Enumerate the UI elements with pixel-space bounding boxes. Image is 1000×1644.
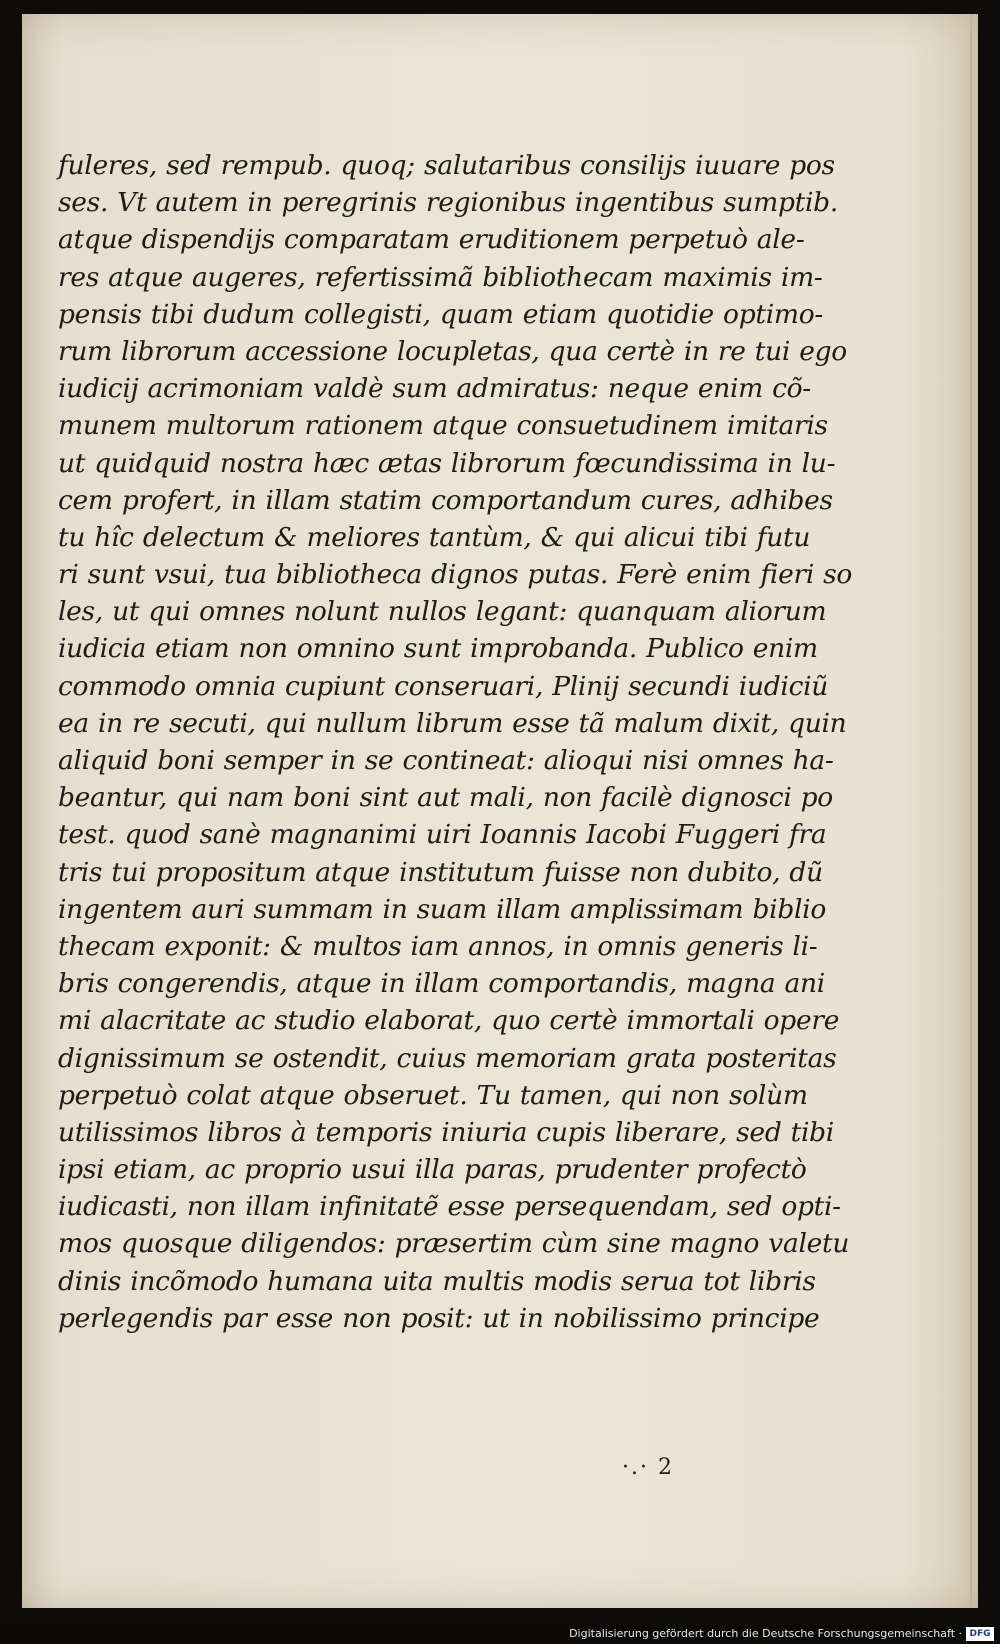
text-line: beantur, qui nam boni sint aut mali, non facilè dignosci po bbox=[58, 782, 833, 814]
text-line: dinis incõmodo humana uita multis modis serua tot libris bbox=[58, 1265, 816, 1297]
text-line: ri sunt vsui, tua bibliotheca dignos putas. Ferè enim fieri so bbox=[58, 559, 853, 591]
text-line: utilissimos libros à temporis iniuria cupis liberare, sed tibi bbox=[58, 1116, 834, 1148]
page-text-block bbox=[58, 147, 853, 1337]
text-line: pensis tibi dudum collegisti, quam etiam quotidie optimo- bbox=[58, 298, 824, 330]
text-line: commodo omnia cupiunt conseruari, Plinij secundi iudiciũ bbox=[58, 670, 829, 702]
text-line: ea in re secuti, qui nullum librum esse tã malum dixit, quin bbox=[58, 707, 847, 739]
funding-credit: Digitalisierung gefördert durch die Deutsche Forschungsgemeinschaft · bbox=[569, 1627, 962, 1640]
text-line: perpetuò colat atque obseruet. Tu tamen, qui non solùm bbox=[58, 1079, 808, 1111]
text-line: aliquid boni semper in se contineat: alioqui nisi omnes ha- bbox=[58, 745, 834, 776]
text-line: thecam exponit: & multos iam annos, in omnis generis li- bbox=[58, 930, 818, 962]
dfg-logo: DFG bbox=[966, 1627, 994, 1641]
text-line: rum librorum accessione locupletas, qua certè in re tui ego bbox=[58, 335, 847, 367]
signature-mark: ·.· 2 bbox=[622, 1455, 674, 1480]
text-line: iudicij acrimoniam valdè sum admiratus: neque enim cõ- bbox=[58, 373, 811, 405]
text-line: test. quod sanè magnanimi uiri Ioannis Iacobi Fuggeri fra bbox=[58, 819, 827, 851]
text-line: dignissimum se ostendit, cuius memoriam grata posteritas bbox=[58, 1042, 837, 1074]
text-line: tu hîc delectum & meliores tantùm, & qui alicui tibi futu bbox=[58, 521, 811, 553]
text-line: bris congerendis, atque in illam comportandis, magna ani bbox=[58, 968, 825, 1000]
text-line: ut quidquid nostra hæc ætas librorum fœcundissima in lu- bbox=[58, 447, 836, 479]
text-line: iudicasti, non illam infinitatẽ esse persequendam, sed opti- bbox=[58, 1191, 841, 1223]
text-line: fuleres, sed rempub. quoq; salutaribus consilijs iuuare pos bbox=[58, 150, 835, 181]
text-line: mos quosque diligendos: præsertim cùm sine magno valetu bbox=[58, 1228, 850, 1260]
text-line: perlegendis par esse non posit: ut in nobilissimo principe bbox=[58, 1302, 820, 1334]
text-line: ipsi etiam, ac proprio usui illa paras, prudenter profectò bbox=[58, 1154, 807, 1186]
text-line: cem profert, in illam statim comportandum cures, adhibes bbox=[58, 484, 833, 516]
text-line: mi alacritate ac studio elaborat, quo certè immortali opere bbox=[58, 1005, 840, 1037]
text-line: les, ut qui omnes nolunt nullos legant: quanquam aliorum bbox=[58, 596, 827, 628]
text-line: res atque augeres, refertissimã bibliothecam maximis im- bbox=[58, 261, 823, 293]
text-line: ingentem auri summam in suam illam amplissimam biblio bbox=[58, 893, 827, 925]
page-edge bbox=[970, 14, 972, 1608]
text-line: ses. Vt autem in peregrinis regionibus ingentibus sumptib. bbox=[58, 187, 838, 219]
text-line: tris tui propositum atque institutum fuisse non dubito, dũ bbox=[58, 856, 823, 888]
text-line: atque dispendijs comparatam eruditionem perpetuò ale- bbox=[58, 224, 805, 256]
text-line: iudicia etiam non omnino sunt improbanda. Publico enim bbox=[58, 633, 818, 665]
text-line: munem multorum rationem atque consuetudinem imitaris bbox=[58, 410, 828, 442]
